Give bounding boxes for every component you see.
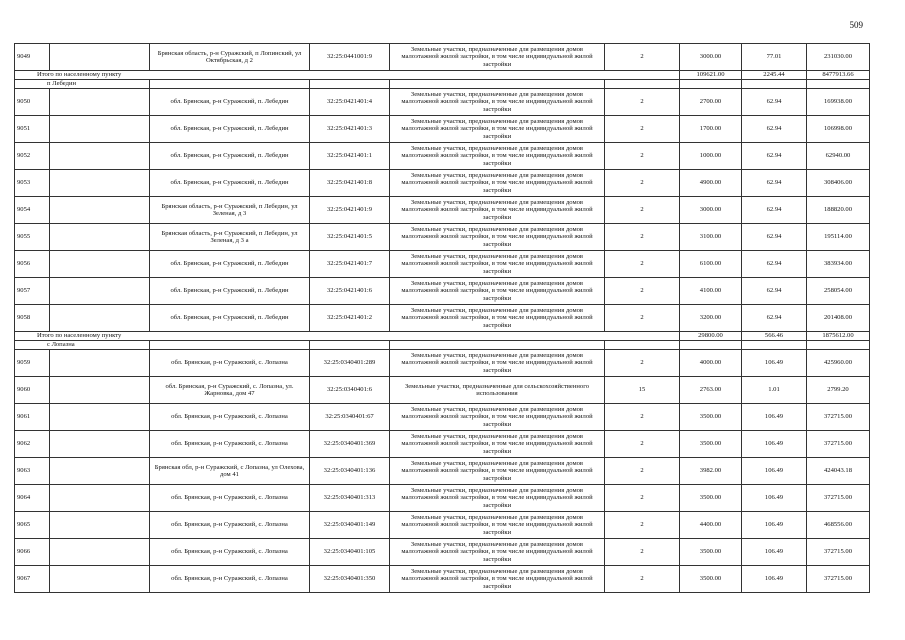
address-cell: Брянская область, р-н Суражский, п Лебедин, ул Зеленая, д 3 а <box>150 224 310 251</box>
cadastral-value-cell: 424043.18 <box>807 458 870 485</box>
table-row <box>15 458 870 485</box>
land-use-cell: Земельные участки, предназначенные для размещения домов малоэтажной жилой застройки, в том числе индивидуальной жилой застройки <box>390 431 605 458</box>
cadastral-value-cell: 201408.00 <box>807 305 870 332</box>
blank-cell <box>50 305 150 332</box>
blank-cell <box>390 80 605 89</box>
land-use-cell: Земельные участки, предназначенные для размещения домов малоэтажной жилой застройки, в том числе индивидуальной жилой застройки <box>390 44 605 71</box>
unit-value-cell: 62.94 <box>742 116 807 143</box>
row-number-cell: 9053 <box>15 170 50 197</box>
cadastral-value-cell: 372715.00 <box>807 485 870 512</box>
blank-cell <box>50 278 150 305</box>
row-number-cell: 9058 <box>15 305 50 332</box>
cadastral-value-cell: 2799.20 <box>807 377 870 404</box>
cadastral-number-cell: 32:25:0340401:6 <box>310 377 390 404</box>
table-row <box>15 44 870 71</box>
land-use-cell: Земельные участки, предназначенные для размещения домов малоэтажной жилой застройки, в том числе индивидуальной жилой застройки <box>390 512 605 539</box>
cadastral-value-cell: 62940.00 <box>807 143 870 170</box>
blank-cell <box>150 341 310 350</box>
blank-cell <box>605 80 680 89</box>
area-cell: 4000.00 <box>680 350 742 377</box>
cadastral-number-cell: 32:25:0421401:8 <box>310 170 390 197</box>
total-value-cell: 1875612.00 <box>807 332 870 341</box>
land-use-cell: Земельные участки, предназначенные для размещения домов малоэтажной жилой застройки, в том числе индивидуальной жилой застройки <box>390 170 605 197</box>
unit-value-cell: 106.49 <box>742 350 807 377</box>
address-cell: обл. Брянская, р-н Суражский, с. Лопазна <box>150 350 310 377</box>
unit-value-cell: 1.01 <box>742 377 807 404</box>
unit-value-cell: 106.49 <box>742 404 807 431</box>
land-use-cell: Земельные участки, предназначенные для сельскохозяйственного использования <box>390 377 605 404</box>
land-use-cell: Земельные участки, предназначенные для размещения домов малоэтажной жилой застройки, в том числе индивидуальной жилой застройки <box>390 305 605 332</box>
blank-cell <box>50 116 150 143</box>
table-row <box>15 377 870 404</box>
area-cell: 4900.00 <box>680 170 742 197</box>
table-row <box>15 170 870 197</box>
total-area-cell: 109621.00 <box>680 71 742 80</box>
category-code-cell: 2 <box>605 431 680 458</box>
land-use-cell: Земельные участки, предназначенные для размещения домов малоэтажной жилой застройки, в том числе индивидуальной жилой застройки <box>390 116 605 143</box>
register-body <box>15 44 870 593</box>
address-cell: обл. Брянская, р-н Суражский, п. Лебедин <box>150 143 310 170</box>
area-cell: 3000.00 <box>680 197 742 224</box>
category-code-cell: 2 <box>605 89 680 116</box>
area-cell: 6100.00 <box>680 251 742 278</box>
table-row <box>15 350 870 377</box>
blank-cell <box>807 80 870 89</box>
blank-cell <box>50 431 150 458</box>
category-code-cell: 2 <box>605 485 680 512</box>
blank-cell <box>742 341 807 350</box>
row-number-cell: 9067 <box>15 566 50 593</box>
land-use-cell: Земельные участки, предназначенные для размещения домов малоэтажной жилой застройки, в том числе индивидуальной жилой застройки <box>390 458 605 485</box>
blank-cell <box>50 44 150 71</box>
category-code-cell: 2 <box>605 143 680 170</box>
cadastral-value-cell: 106998.00 <box>807 116 870 143</box>
category-code-cell: 2 <box>605 305 680 332</box>
cadastral-number-cell: 32:25:0340401:289 <box>310 350 390 377</box>
land-use-cell: Земельные участки, предназначенные для размещения домов малоэтажной жилой застройки, в том числе индивидуальной жилой застройки <box>390 224 605 251</box>
row-number-cell: 9061 <box>15 404 50 431</box>
address-cell: обл. Брянская, р-н Суражский, с. Лопазна <box>150 566 310 593</box>
area-cell: 2700.00 <box>680 89 742 116</box>
unit-value-cell: 106.49 <box>742 539 807 566</box>
locality-header-row <box>15 341 870 350</box>
cadastral-number-cell: 32:25:0421401:5 <box>310 224 390 251</box>
category-code-cell: 2 <box>605 539 680 566</box>
blank-cell <box>50 458 150 485</box>
land-use-cell: Земельные участки, предназначенные для размещения домов малоэтажной жилой застройки, в том числе индивидуальной жилой застройки <box>390 197 605 224</box>
address-cell: обл. Брянская, р-н Суражский, п. Лебедин <box>150 305 310 332</box>
cadastral-value-cell: 372715.00 <box>807 404 870 431</box>
category-code-cell: 2 <box>605 566 680 593</box>
area-cell: 3100.00 <box>680 224 742 251</box>
unit-value-cell: 77.01 <box>742 44 807 71</box>
blank-cell <box>50 251 150 278</box>
cadastral-number-cell: 32:25:0340401:149 <box>310 512 390 539</box>
blank-cell <box>50 404 150 431</box>
table-row <box>15 305 870 332</box>
unit-value-cell: 62.94 <box>742 251 807 278</box>
unit-value-cell: 62.94 <box>742 143 807 170</box>
address-cell: обл. Брянская, р-н Суражский, с. Лопазна, ул. Жарновка, дом 47 <box>150 377 310 404</box>
cadastral-value-cell: 308406.00 <box>807 170 870 197</box>
row-number-cell: 9059 <box>15 350 50 377</box>
area-cell: 4400.00 <box>680 512 742 539</box>
row-number-cell: 9051 <box>15 116 50 143</box>
blank-cell <box>50 89 150 116</box>
cadastral-value-cell: 383934.00 <box>807 251 870 278</box>
unit-value-cell: 62.94 <box>742 170 807 197</box>
category-code-cell: 2 <box>605 116 680 143</box>
locality-header-row <box>15 80 870 89</box>
total-label-cell <box>15 71 680 80</box>
blank-cell <box>50 512 150 539</box>
unit-value-cell: 106.49 <box>742 512 807 539</box>
row-number-cell: 9054 <box>15 197 50 224</box>
table-row <box>15 251 870 278</box>
total-label: Итого по населенному пункту <box>37 332 122 340</box>
category-code-cell: 2 <box>605 350 680 377</box>
table-row <box>15 485 870 512</box>
cadastral-value-cell: 195114.00 <box>807 224 870 251</box>
area-cell: 1000.00 <box>680 143 742 170</box>
area-cell: 3500.00 <box>680 431 742 458</box>
area-cell: 3500.00 <box>680 539 742 566</box>
row-number-cell: 9063 <box>15 458 50 485</box>
address-cell: Брянская обл, р-н Суражский, с Лопазна, ул Олехова, дом 41 <box>150 458 310 485</box>
unit-value-cell: 62.94 <box>742 305 807 332</box>
land-use-cell: Земельные участки, предназначенные для размещения домов малоэтажной жилой застройки, в том числе индивидуальной жилой застройки <box>390 89 605 116</box>
cadastral-number-cell: 32:25:0441001:9 <box>310 44 390 71</box>
category-code-cell: 2 <box>605 404 680 431</box>
row-number-cell: 9060 <box>15 377 50 404</box>
cadastral-number-cell: 32:25:0340401:313 <box>310 485 390 512</box>
address-cell: обл. Брянская, р-н Суражский, п. Лебедин <box>150 170 310 197</box>
category-code-cell: 2 <box>605 197 680 224</box>
cadastral-value-cell: 188820.00 <box>807 197 870 224</box>
blank-cell <box>150 80 310 89</box>
blank-cell <box>50 377 150 404</box>
table-row <box>15 89 870 116</box>
cadastral-number-cell: 32:25:0340401:105 <box>310 539 390 566</box>
cadastral-number-cell: 32:25:0421401:6 <box>310 278 390 305</box>
row-number-cell: 9057 <box>15 278 50 305</box>
area-cell: 1700.00 <box>680 116 742 143</box>
land-use-cell: Земельные участки, предназначенные для размещения домов малоэтажной жилой застройки, в том числе индивидуальной жилой застройки <box>390 485 605 512</box>
cadastral-value-cell: 231030.00 <box>807 44 870 71</box>
unit-value-cell: 62.94 <box>742 89 807 116</box>
table-row <box>15 197 870 224</box>
unit-value-cell: 62.94 <box>742 197 807 224</box>
area-cell: 3500.00 <box>680 485 742 512</box>
cadastral-value-cell: 258054.00 <box>807 278 870 305</box>
address-cell: обл. Брянская, р-н Суражский, п. Лебедин <box>150 278 310 305</box>
locality-name-cell <box>15 80 150 89</box>
cadastral-number-cell: 32:25:0421401:1 <box>310 143 390 170</box>
address-cell: обл. Брянская, р-н Суражский, с. Лопазна <box>150 539 310 566</box>
area-cell: 3500.00 <box>680 566 742 593</box>
address-cell: обл. Брянская, р-н Суражский, с. Лопазна <box>150 404 310 431</box>
page-number: 509 <box>849 20 863 30</box>
unit-value-cell: 106.49 <box>742 485 807 512</box>
unit-value-cell: 106.49 <box>742 431 807 458</box>
address-cell: обл. Брянская, р-н Суражский, п. Лебедин <box>150 89 310 116</box>
locality-name: п Лебедин <box>47 80 77 88</box>
blank-cell <box>50 224 150 251</box>
table-row <box>15 539 870 566</box>
table-row <box>15 404 870 431</box>
cadastral-value-cell: 372715.00 <box>807 539 870 566</box>
blank-cell <box>742 80 807 89</box>
row-number-cell: 9065 <box>15 512 50 539</box>
table-row <box>15 512 870 539</box>
cadastral-number-cell: 32:25:0421401:3 <box>310 116 390 143</box>
cadastral-value-cell: 372715.00 <box>807 566 870 593</box>
total-unit-value-cell: 566.46 <box>742 332 807 341</box>
row-number-cell: 9056 <box>15 251 50 278</box>
cadastral-number-cell: 32:25:0421401:9 <box>310 197 390 224</box>
table-row <box>15 278 870 305</box>
row-number-cell: 9050 <box>15 89 50 116</box>
blank-cell <box>310 341 390 350</box>
table-row <box>15 431 870 458</box>
row-number-cell: 9066 <box>15 539 50 566</box>
category-code-cell: 2 <box>605 512 680 539</box>
address-cell: Брянская область, р-н Суражский, п Лопинский, ул Октябрьская, д 2 <box>150 44 310 71</box>
cadastral-value-cell: 468556.00 <box>807 512 870 539</box>
address-cell: обл. Брянская, р-н Суражский, с. Лопазна <box>150 431 310 458</box>
land-use-cell: Земельные участки, предназначенные для размещения домов малоэтажной жилой застройки, в том числе индивидуальной жилой застройки <box>390 251 605 278</box>
address-cell: обл. Брянская, р-н Суражский, п. Лебедин <box>150 251 310 278</box>
land-use-cell: Земельные участки, предназначенные для размещения домов малоэтажной жилой застройки, в том числе индивидуальной жилой застройки <box>390 566 605 593</box>
address-cell: обл. Брянская, р-н Суражский, с. Лопазна <box>150 485 310 512</box>
cadastral-number-cell: 32:25:0340401:67 <box>310 404 390 431</box>
category-code-cell: 2 <box>605 251 680 278</box>
row-number-cell: 9049 <box>15 44 50 71</box>
cadastral-number-cell: 32:25:0421401:4 <box>310 89 390 116</box>
unit-value-cell: 62.94 <box>742 278 807 305</box>
blank-cell <box>50 539 150 566</box>
cadastral-value-cell: 169938.00 <box>807 89 870 116</box>
blank-cell <box>50 350 150 377</box>
row-number-cell: 9064 <box>15 485 50 512</box>
category-code-cell: 2 <box>605 170 680 197</box>
total-unit-value-cell: 2245.44 <box>742 71 807 80</box>
unit-value-cell: 106.49 <box>742 566 807 593</box>
locality-total-row <box>15 332 870 341</box>
locality-name: с Лопазна <box>47 341 75 349</box>
blank-cell <box>390 341 605 350</box>
cadastral-number-cell: 32:25:0340401:369 <box>310 431 390 458</box>
total-value-cell: 8477913.66 <box>807 71 870 80</box>
cadastral-value-cell: 372715.00 <box>807 431 870 458</box>
address-cell: Брянская область, р-н Суражский, п Лебедин, ул Зеленая, д 3 <box>150 197 310 224</box>
category-code-cell: 2 <box>605 44 680 71</box>
blank-cell <box>680 80 742 89</box>
area-cell: 3982.00 <box>680 458 742 485</box>
area-cell: 3200.00 <box>680 305 742 332</box>
locality-name-cell <box>15 341 150 350</box>
address-cell: обл. Брянская, р-н Суражский, с. Лопазна <box>150 512 310 539</box>
locality-total-row <box>15 71 870 80</box>
table-row <box>15 566 870 593</box>
total-area-cell: 29800.00 <box>680 332 742 341</box>
land-use-cell: Земельные участки, предназначенные для размещения домов малоэтажной жилой застройки, в том числе индивидуальной жилой застройки <box>390 350 605 377</box>
cadastral-value-cell: 425960.00 <box>807 350 870 377</box>
blank-cell <box>50 170 150 197</box>
cadastral-number-cell: 32:25:0421401:7 <box>310 251 390 278</box>
total-label: Итого по населенному пункту <box>37 71 122 79</box>
blank-cell <box>50 197 150 224</box>
land-use-cell: Земельные участки, предназначенные для размещения домов малоэтажной жилой застройки, в том числе индивидуальной жилой застройки <box>390 278 605 305</box>
category-code-cell: 2 <box>605 278 680 305</box>
blank-cell <box>807 341 870 350</box>
category-code-cell: 2 <box>605 224 680 251</box>
area-cell: 3500.00 <box>680 404 742 431</box>
total-label-cell <box>15 332 680 341</box>
table-row <box>15 116 870 143</box>
blank-cell <box>50 485 150 512</box>
cadastral-number-cell: 32:25:0421401:2 <box>310 305 390 332</box>
row-number-cell: 9062 <box>15 431 50 458</box>
area-cell: 2763.00 <box>680 377 742 404</box>
row-number-cell: 9055 <box>15 224 50 251</box>
address-cell: обл. Брянская, р-н Суражский, п. Лебедин <box>150 116 310 143</box>
area-cell: 3000.00 <box>680 44 742 71</box>
land-use-cell: Земельные участки, предназначенные для размещения домов малоэтажной жилой застройки, в том числе индивидуальной жилой застройки <box>390 404 605 431</box>
table-row <box>15 224 870 251</box>
category-code-cell: 15 <box>605 377 680 404</box>
table-row <box>15 143 870 170</box>
unit-value-cell: 62.94 <box>742 224 807 251</box>
blank-cell <box>680 341 742 350</box>
blank-cell <box>50 143 150 170</box>
land-use-cell: Земельные участки, предназначенные для размещения домов малоэтажной жилой застройки, в том числе индивидуальной жилой застройки <box>390 539 605 566</box>
row-number-cell: 9052 <box>15 143 50 170</box>
blank-cell <box>50 566 150 593</box>
unit-value-cell: 106.49 <box>742 458 807 485</box>
land-use-cell: Земельные участки, предназначенные для размещения домов малоэтажной жилой застройки, в том числе индивидуальной жилой застройки <box>390 143 605 170</box>
category-code-cell: 2 <box>605 458 680 485</box>
cadastral-number-cell: 32:25:0340401:136 <box>310 458 390 485</box>
land-plot-register-table <box>14 43 870 593</box>
cadastral-number-cell: 32:25:0340401:350 <box>310 566 390 593</box>
area-cell: 4100.00 <box>680 278 742 305</box>
blank-cell <box>310 80 390 89</box>
blank-cell <box>605 341 680 350</box>
